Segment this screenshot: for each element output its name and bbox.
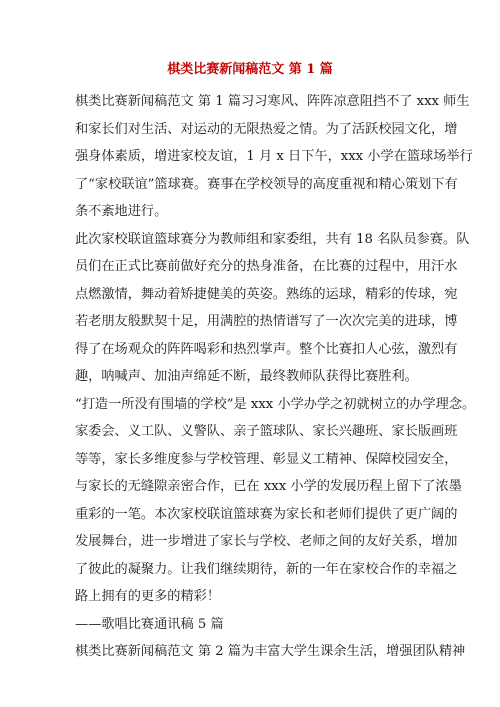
- paragraph-2: [75, 226, 470, 391]
- text-line: 家委会、义工队、义警队、亲子篮球队、家长兴趣班、家长版画班: [75, 424, 458, 439]
- text-line: 与家长的无缝隙亲密合作，已在 xxx 小学的发展历程上留下了浓墨: [75, 479, 462, 494]
- text-line: “打造一所没有围墙的学校”是 xxx 小学办学之初就树立的办学理念。: [75, 396, 476, 412]
- text-line: 趣，呐喊声、加油声绵延不断，最终教师队获得比赛胜利。: [75, 369, 418, 384]
- text-line: 强身体素质，增进家校友谊，1 月 x 日下午，xxx 小学在篮球场举行: [75, 149, 473, 164]
- paragraph-3: [75, 391, 476, 611]
- text-line: 若老朋友般默契十足，用满腔的热情谱写了一次次完美的进球，博: [75, 314, 458, 329]
- paragraph-4: [75, 611, 435, 639]
- text-line: 条不紊地进行。: [75, 204, 168, 219]
- text-line: 点燃激情，舞动着矫捷健美的英姿。熟练的运球，精彩的传球，宛: [75, 286, 458, 302]
- text-line: 和家长们对生活、对运动的无限热爱之情。为了活跃校园文化，增: [75, 121, 458, 137]
- text-line: 重彩的一笔。本次家校联谊篮球赛为家长和老师们提供了更广阔的: [75, 506, 458, 522]
- text-line: 了彼此的凝聚力。让我们继续期待，新的一年在家校合作的幸福之: [75, 561, 458, 577]
- paragraph-1: [75, 88, 473, 226]
- text-line: 员们在正式比赛前做好充分的热身准备，在比赛的过程中，用汗水: [75, 259, 458, 274]
- document-body: [75, 88, 476, 666]
- text-line: 棋类比赛新闻稿范文 第 1 篇习习寒风、阵阵凉意阻挡不了 xxx 师生: [75, 94, 470, 109]
- text-line: 此次家校联谊篮球赛分为教师组和家委组，共有 18 名队员参赛。队: [75, 231, 470, 247]
- text-line: 了“家校联谊”篮球赛。赛事在学校领导的高度重视和精心策划下有: [75, 176, 458, 192]
- text-line: ——歌唱比赛通讯稿 5 篇: [75, 616, 224, 632]
- text-line: 发展舞台，进一步增进了家长与学校、老师之间的友好关系，增加: [75, 534, 458, 549]
- document-title: 棋类比赛新闻稿范文 第 1 篇: [167, 62, 333, 77]
- paragraph-5: [75, 638, 466, 666]
- text-line: 等等，家长多维度参与学校管理、彰显义工精神、保障校园安全，: [75, 451, 458, 467]
- text-line: 棋类比赛新闻稿范文 第 2 篇为丰富大学生课余生活，增强团队精神: [75, 644, 466, 659]
- text-line: 得了在场观众的阵阵喝彩和热烈掌声。整个比赛扣人心弦，激烈有: [75, 341, 458, 357]
- text-line: 路上拥有的更多的精彩！: [75, 589, 221, 604]
